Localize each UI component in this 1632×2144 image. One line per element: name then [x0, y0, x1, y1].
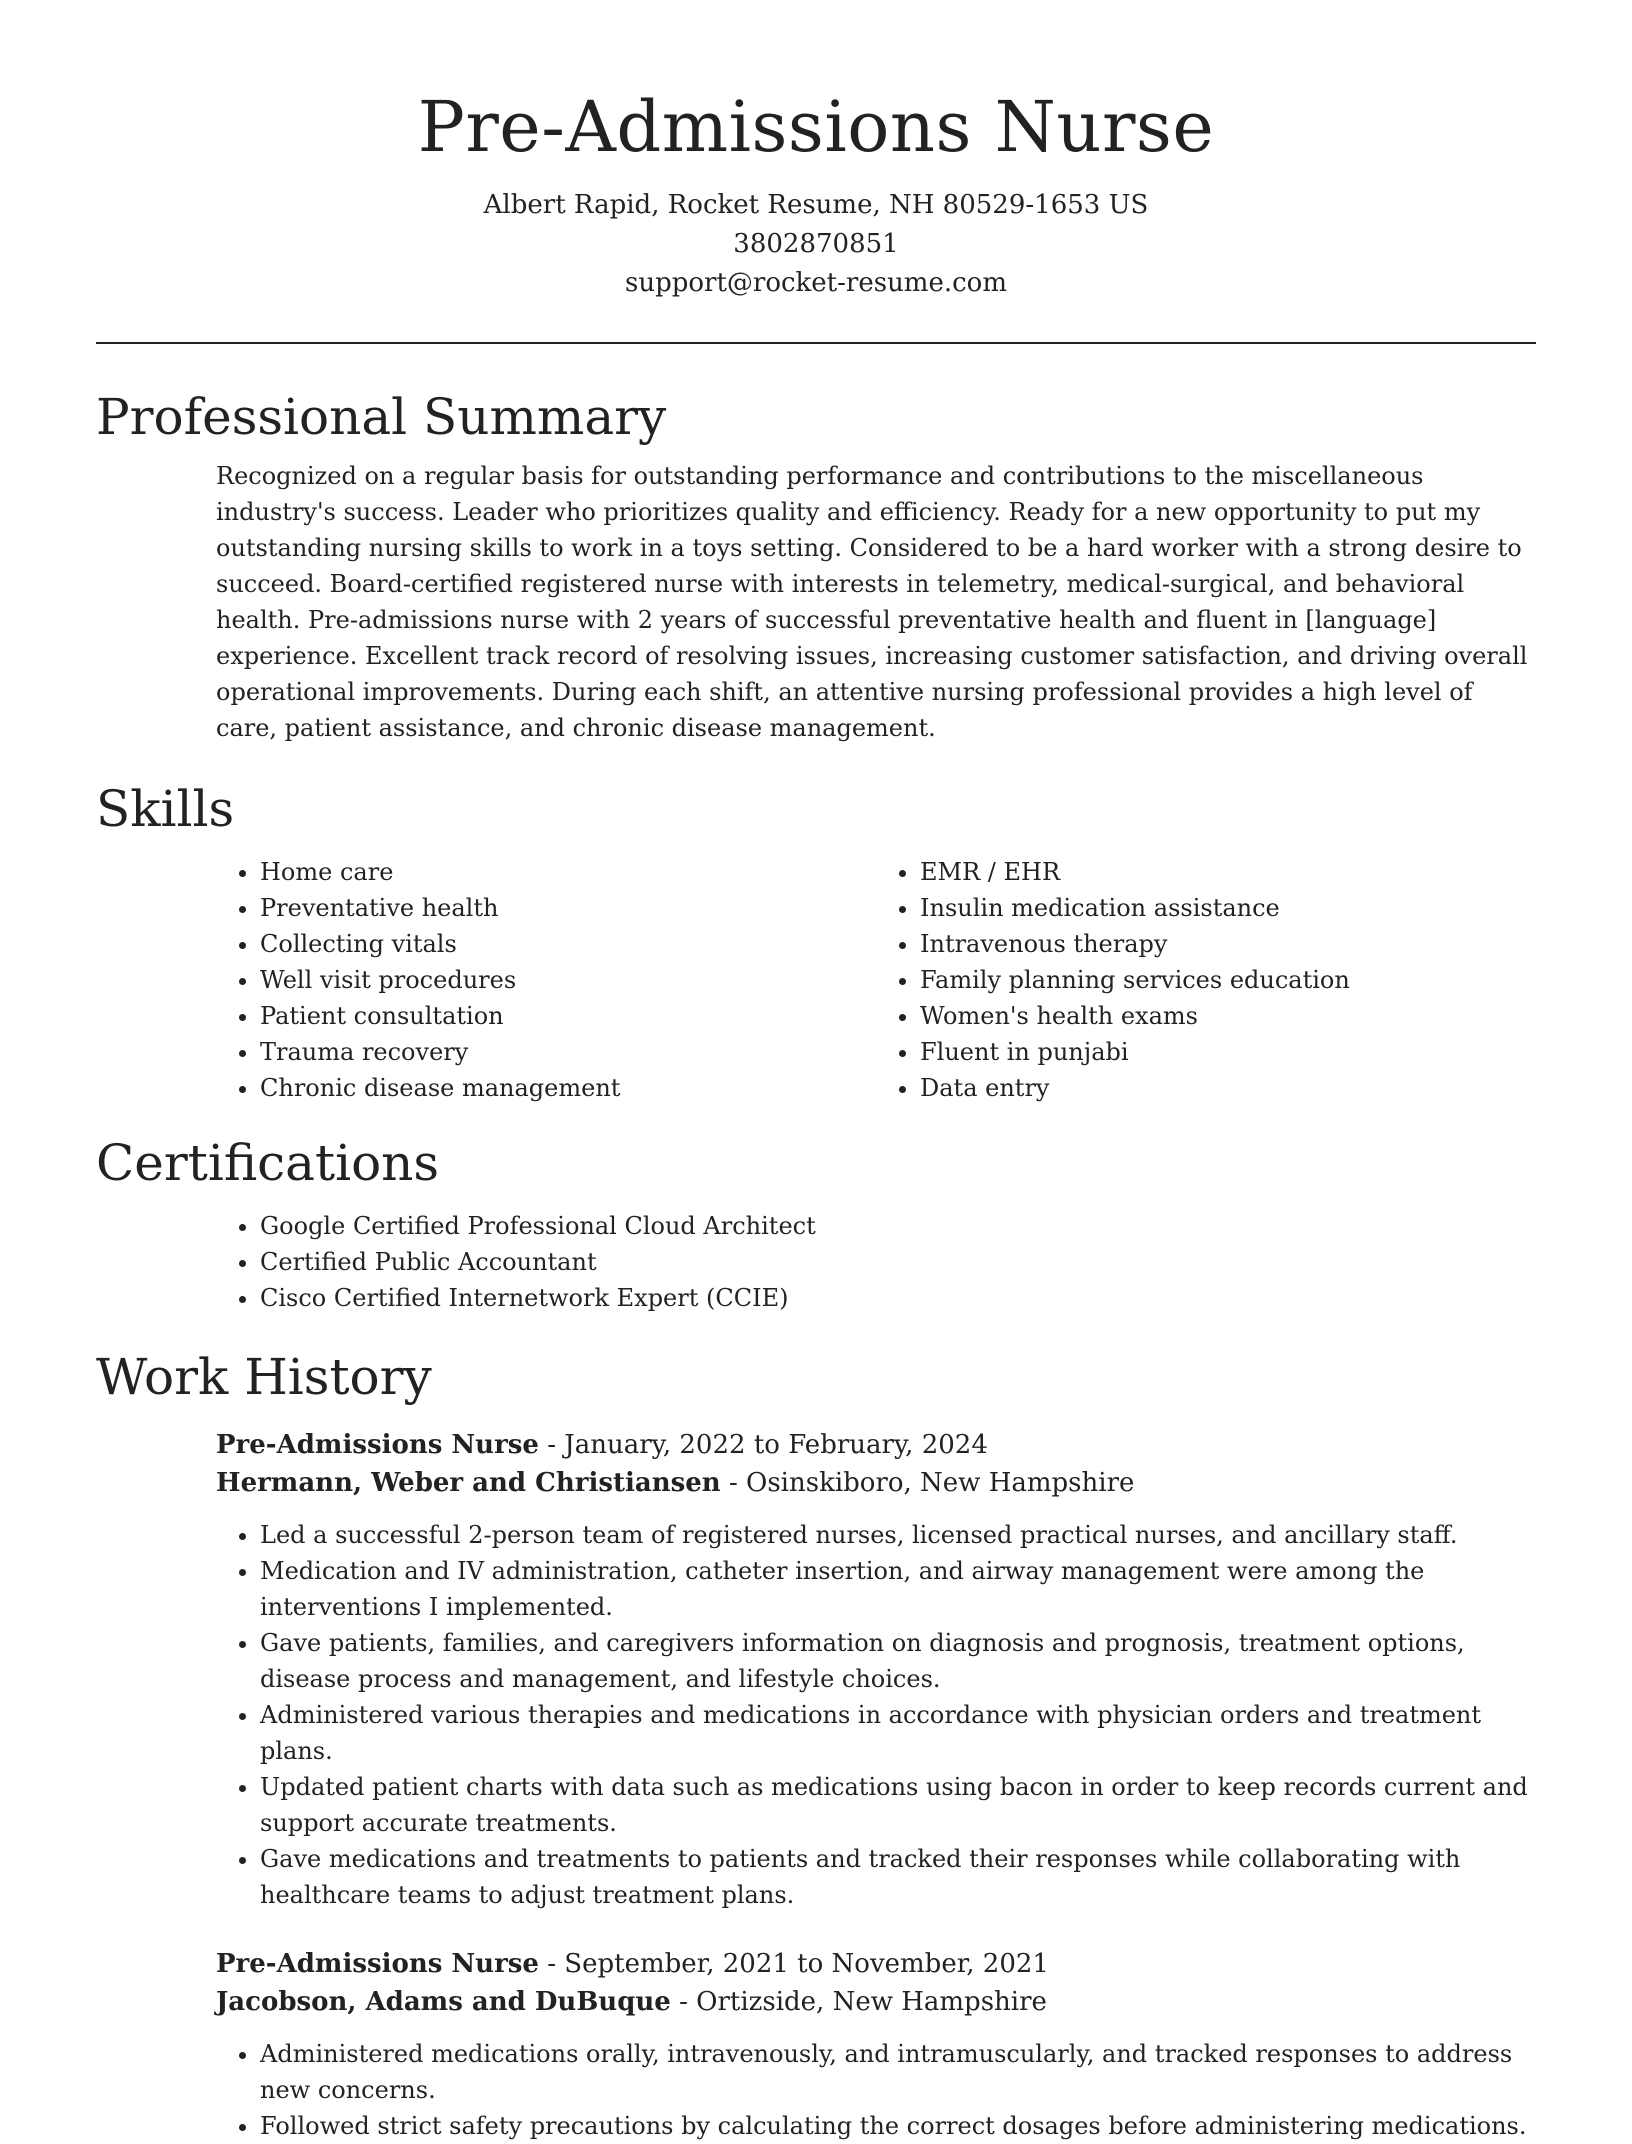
skill-item: • Home care: [260, 854, 876, 890]
contact-address: Albert Rapid, Rocket Resume, NH 80529-1653 US: [483, 190, 1149, 220]
summary-text: Recognized on a regular basis for outstanding performance and contributions to the miscellaneous industry's success. Leader who prioritizes quality and efficiency. Ready for a new opportunity to put my outstanding nursing skills to work in a toys setting. Considered to be a hard worker with a strong desire to succeed. Board-certified registered nurse with interests in telemetry, medical-surgical, and behavioral health. Pre-admissions nurse with 2 years of successful preventative health and fluent in [language] experience. Excellent track record of resolving issues, increasing customer satisfaction, and driving overall operational improvements. During each shift, an attentive nursing professional provides a high level of care, patient assistance, and chronic disease management.: [216, 462, 1528, 742]
skill-item: • Insulin medication assistance: [920, 890, 1536, 926]
skill-item: • Chronic disease management: [260, 1070, 876, 1106]
job-dates: - September, 2021 to November, 2021: [538, 1949, 1049, 1979]
summary-section: [96, 382, 1536, 746]
job-company-line: [216, 1983, 1536, 2021]
skill-item: • Collecting vitals: [260, 926, 876, 962]
job-title: Pre-Admissions Nurse: [216, 1949, 539, 1979]
skills-list-right: [876, 854, 1536, 1106]
skills-section: [96, 774, 1536, 1106]
job-location: - Osinskiboro, New Hampshire: [720, 1468, 1135, 1498]
skills-list-left: [216, 854, 876, 1106]
skill-item: • Women's health exams: [920, 998, 1536, 1034]
certifications-body: [216, 1208, 1536, 1316]
job-bullet: • Administered various therapies and medications in accordance with physician orders and treatment plans.: [260, 1697, 1536, 1769]
job-bullet: • Medication and IV administration, catheter insertion, and airway management were among the interventions I implemented.: [260, 1553, 1536, 1625]
job-bullet: • Gave patients, families, and caregivers information on diagnosis and prognosis, treatment options, disease process and management, and lifestyle choices.: [260, 1625, 1536, 1697]
skill-item: • Intravenous therapy: [920, 926, 1536, 962]
header-divider: [96, 342, 1536, 344]
certifications-heading: Certifications: [96, 1134, 440, 1192]
job-title: Pre-Admissions Nurse: [216, 1430, 539, 1460]
job-bullets: [216, 2036, 1536, 2144]
skill-item: • EMR / EHR: [920, 854, 1536, 890]
certification-item: • Certified Public Accountant: [260, 1244, 1536, 1280]
certification-item: • Cisco Certified Internetwork Expert (CCIE): [260, 1280, 1536, 1316]
certifications-list: [216, 1208, 1536, 1316]
resume-page: [96, 0, 1536, 2144]
skill-item: • Data entry: [920, 1070, 1536, 1106]
skills-heading: Skills: [96, 780, 235, 838]
resume-header: [96, 0, 1536, 303]
contact-email: support@rocket-resume.com: [624, 268, 1007, 298]
certification-item: • Google Certified Professional Cloud Architect: [260, 1208, 1536, 1244]
skills-grid: [216, 854, 1536, 1106]
job-bullet: • Gave medications and treatments to patients and tracked their responses while collaborating with healthcare teams to adjust treatment plans.: [260, 1841, 1536, 1913]
job-bullet: • Updated patient charts with data such as medications using bacon in order to keep records current and support accurate treatments.: [260, 1769, 1536, 1841]
job-company: Jacobson, Adams and DuBuque: [216, 1987, 671, 2017]
skill-item: • Trauma recovery: [260, 1034, 876, 1070]
job-entry: [216, 1945, 1536, 2144]
contact-phone: 3802870851: [733, 229, 899, 259]
job-dates: - January, 2022 to February, 2024: [538, 1430, 988, 1460]
skill-item: • Patient consultation: [260, 998, 876, 1034]
work-section: [96, 1342, 1536, 2144]
skill-item: • Family planning services education: [920, 962, 1536, 998]
resume-name: Pre-Admissions Nurse: [417, 86, 1215, 168]
job-location: - Ortizside, New Hampshire: [670, 1987, 1047, 2017]
job-title-line: [216, 1426, 1536, 1464]
skill-item: • Preventative health: [260, 890, 876, 926]
job-bullet: • Led a successful 2-person team of registered nurses, licensed practical nurses, and ancillary staff.: [260, 1517, 1536, 1553]
summary-heading: Professional Summary: [96, 388, 667, 446]
job-bullet: • Administered medications orally, intravenously, and intramuscularly, and tracked responses to address new concerns.: [260, 2036, 1536, 2108]
job-title-line: [216, 1945, 1536, 1983]
certifications-section: [96, 1128, 1536, 1316]
skill-item: • Fluent in punjabi: [920, 1034, 1536, 1070]
job-bullet: • Followed strict safety precautions by calculating the correct dosages before administering medications.: [260, 2108, 1536, 2144]
job-company-line: [216, 1464, 1536, 1502]
work-heading: Work History: [96, 1348, 432, 1406]
job-entry: [216, 1426, 1536, 1913]
job-bullets: [216, 1517, 1536, 1913]
skill-item: • Well visit procedures: [260, 962, 876, 998]
job-company: Hermann, Weber and Christiansen: [216, 1468, 721, 1498]
